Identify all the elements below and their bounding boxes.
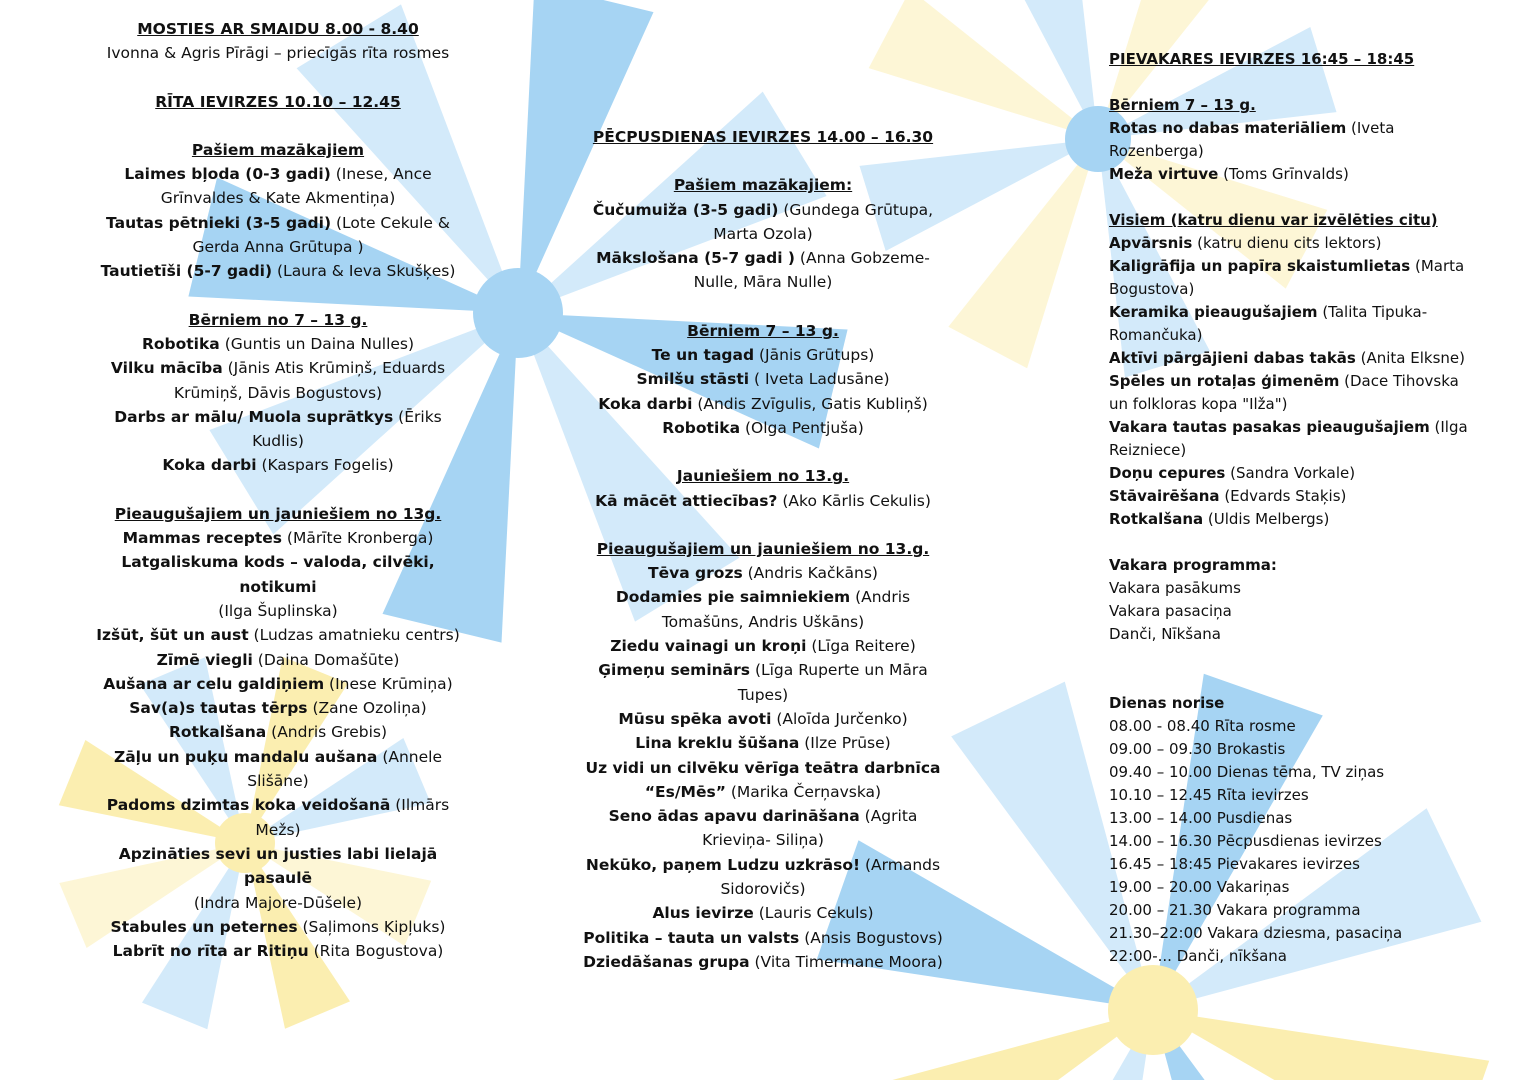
session-item bbox=[578, 198, 948, 247]
group-heading: Jauniešiem no 13.g. bbox=[676, 467, 850, 486]
column-evening bbox=[1109, 48, 1481, 968]
session-title: Lina kreklu šūšana bbox=[635, 734, 800, 753]
session-leader: (Toms Grīnvalds) bbox=[1218, 165, 1349, 183]
session-item bbox=[1109, 255, 1481, 301]
session-title: Uz vidi un cilvēku vērīga teātra darbnīca “Es/Mēs” bbox=[585, 758, 941, 801]
session-item bbox=[92, 915, 464, 939]
schedule-line: 10.10 – 12.45 Rīta ievirzes bbox=[1109, 786, 1309, 804]
session-leader: (Andris Tomašūns, Andris Uškāns) bbox=[661, 588, 911, 631]
session-item bbox=[1109, 462, 1481, 485]
schedule-line: 21.30–22:00 Vakara dziesma, pasaciņa bbox=[1109, 924, 1403, 942]
session-title: Tēva grozs bbox=[648, 564, 743, 583]
session-title: Doņu cepures bbox=[1109, 464, 1226, 482]
session-leader: (katru dienu cits lektors) bbox=[1192, 234, 1382, 252]
session-item bbox=[578, 367, 948, 391]
session-title: Apzināties sevi un justies labi lielajā pasaulē bbox=[118, 844, 438, 888]
session-item bbox=[578, 343, 948, 367]
session-item bbox=[92, 623, 464, 647]
session-item bbox=[92, 405, 464, 454]
session-title: Te un tagad bbox=[651, 346, 755, 365]
schedule-line: 09.40 – 10.00 Dienas tēma, TV ziņas bbox=[1109, 763, 1385, 781]
session-item bbox=[92, 648, 464, 672]
session-leader: (Guntis un Daina Nulles) bbox=[219, 334, 415, 353]
session-title: Politika – tauta un valsts bbox=[583, 928, 800, 947]
session-item bbox=[578, 804, 948, 853]
session-item bbox=[578, 731, 948, 755]
session-title: Padoms dzimtas koka veidošanā bbox=[106, 796, 391, 815]
session-item bbox=[578, 585, 948, 634]
session-title: Ģimeņu seminārs bbox=[598, 661, 751, 680]
session-leader: (Anita Elksne) bbox=[1355, 349, 1465, 367]
session-item bbox=[1109, 508, 1481, 531]
session-item bbox=[578, 634, 948, 658]
session-title: Latgaliskuma kods – valoda, cilvēki, notikumi bbox=[121, 553, 435, 596]
session-title: Mūsu spēka avoti bbox=[618, 709, 772, 728]
column-morning bbox=[92, 17, 464, 963]
session-leader: (Inese Krūmiņa) bbox=[324, 674, 453, 693]
session-title: Robotika bbox=[141, 334, 220, 353]
session-leader: (Andris Kačkāns) bbox=[742, 564, 878, 583]
session-leader: (Olga Pentjuša) bbox=[740, 418, 864, 437]
session-title: Apvārsnis bbox=[1109, 234, 1193, 252]
session-leader: (Jānis Atis Krūmiņš, Eduards Krūmiņš, Dāvis Bogustovs) bbox=[173, 359, 446, 402]
session-title: Stabules un peternes bbox=[110, 917, 298, 936]
afternoon-groups bbox=[578, 149, 948, 974]
session-title: Spēles un rotaļas ģimenēm bbox=[1109, 372, 1340, 390]
session-leader: (Saļimons Ķipļuks) bbox=[297, 917, 446, 936]
session-item bbox=[578, 756, 948, 805]
session-leader: (Ludzas amatnieku centrs) bbox=[248, 626, 460, 645]
session-leader: (Laura & Ieva Skušķes) bbox=[272, 262, 456, 281]
session-title: Sav(a)s tautas tērps bbox=[129, 699, 308, 718]
schedule-line: Vakara pasākums bbox=[1109, 579, 1241, 597]
session-leader: (Agrita Krieviņa- Siliņa) bbox=[702, 807, 918, 850]
session-item bbox=[92, 842, 464, 915]
session-title: Meža virtuve bbox=[1109, 165, 1219, 183]
session-leader: (Andris Grebis) bbox=[266, 723, 388, 742]
session-item bbox=[578, 901, 948, 925]
session-item bbox=[92, 526, 464, 550]
session-leader: (Marta Bogustova) bbox=[1109, 257, 1465, 298]
session-leader: (Iveta Rozenberga) bbox=[1109, 119, 1395, 160]
session-leader: (Andis Zvīgulis, Gatis Kubliņš) bbox=[692, 394, 928, 413]
session-title: Dodamies pie saimniekiem bbox=[615, 588, 851, 607]
session-title: Čučumuiža (3-5 gadi) bbox=[592, 200, 779, 219]
schedule-line: 16.45 – 18:45 Pievakares ievirzes bbox=[1109, 855, 1360, 873]
schedule-line: Vakara pasaciņa bbox=[1109, 602, 1232, 620]
session-item bbox=[92, 332, 464, 356]
session-item bbox=[578, 853, 948, 902]
session-title: Dziedāšanas grupa bbox=[583, 952, 750, 971]
session-item bbox=[1109, 370, 1481, 416]
session-item bbox=[92, 672, 464, 696]
column-afternoon bbox=[578, 125, 948, 974]
group-heading: Bērniem no 7 – 13 g. bbox=[188, 310, 368, 329]
morning-exercise-hosts: Ivonna & Agris Pīrāgi – priecīgās rīta rosmes bbox=[106, 44, 450, 63]
session-title: Koka darbi bbox=[598, 394, 693, 413]
session-leader: (Sandra Vorkale) bbox=[1225, 464, 1356, 482]
session-title: Smilšu stāsti bbox=[636, 370, 750, 389]
group-heading: Bērniem 7 – 13 g. bbox=[687, 321, 839, 340]
session-leader: (Indra Majore-Dūšele) bbox=[193, 893, 363, 912]
session-title: Zīmē viegli bbox=[156, 650, 253, 669]
session-leader: (Ako Kārlis Cekulis) bbox=[777, 491, 931, 510]
evening-program-heading: Vakara programma: bbox=[1109, 556, 1277, 574]
session-item bbox=[578, 926, 948, 950]
afternoon-sessions-title: PĒCPUSDIENAS IEVIRZES 14.00 – 16.30 bbox=[592, 128, 934, 146]
session-title: Rotas no dabas materiāliem bbox=[1109, 119, 1347, 137]
schedule-line: Danči, Nīkšana bbox=[1109, 625, 1221, 643]
morning-exercise-title: MOSTIES AR SMAIDU 8.00 - 8.40 bbox=[137, 20, 419, 38]
session-leader: (Daina Domašūte) bbox=[252, 650, 400, 669]
session-title: Izšūt, šūt un aust bbox=[96, 626, 249, 645]
session-item bbox=[578, 246, 948, 295]
session-leader: (Annele Slišāne) bbox=[247, 747, 442, 791]
schedule-line: 14.00 – 16.30 Pēcpusdienas ievirzes bbox=[1109, 832, 1382, 850]
session-title: Tautas pētnieki (3-5 gadi) bbox=[106, 213, 332, 232]
session-leader: (Talita Tipuka-Romančuka) bbox=[1109, 303, 1428, 344]
session-title: Vilku mācība bbox=[110, 359, 223, 378]
pinwheel-hub bbox=[1108, 965, 1198, 1055]
session-item bbox=[578, 950, 948, 974]
session-item bbox=[1109, 301, 1481, 347]
kids-heading: Bērniem 7 – 13 g. bbox=[1109, 96, 1256, 114]
session-title: Rotkalšana bbox=[168, 723, 267, 742]
session-item bbox=[1109, 416, 1481, 462]
session-title: Keramika pieaugušajiem bbox=[1109, 303, 1318, 321]
day-schedule-list bbox=[1109, 715, 1481, 968]
session-leader: (Kaspars Fogelis) bbox=[256, 456, 394, 475]
session-leader: (Ilmārs Mežs) bbox=[255, 796, 450, 839]
session-leader: ( Iveta Ladusāne) bbox=[749, 370, 890, 389]
session-leader: (Jānis Grūtups) bbox=[754, 346, 875, 365]
session-leader: (Lauris Cekuls) bbox=[753, 904, 874, 923]
session-item bbox=[1109, 163, 1481, 186]
session-title: Kaligrāfija un papīra skaistumlietas bbox=[1109, 257, 1411, 275]
day-schedule-heading: Dienas norise bbox=[1109, 694, 1225, 712]
session-item bbox=[578, 658, 948, 707]
session-leader: (Zane Ozoliņa) bbox=[307, 699, 427, 718]
session-title: Mākslošana (5-7 gadi ) bbox=[596, 249, 795, 268]
session-item bbox=[92, 939, 464, 963]
session-leader: (Dace Tihovska un folkloras kopa "Ilža") bbox=[1109, 372, 1459, 413]
evening-sessions-title: PIEVAKARES IEVIRZES 16:45 – 18:45 bbox=[1109, 50, 1415, 68]
session-item bbox=[92, 696, 464, 720]
session-leader: (Edvards Staķis) bbox=[1219, 487, 1347, 505]
session-item bbox=[578, 392, 948, 416]
session-title: Labrīt no rīta ar Ritiņu bbox=[112, 942, 309, 961]
session-leader: (Ilga Šuplinska) bbox=[218, 601, 338, 620]
all-list bbox=[1109, 232, 1481, 531]
session-leader: (Vita Timermane Moora) bbox=[749, 952, 943, 971]
session-title: Rotkalšana bbox=[1109, 510, 1204, 528]
session-item bbox=[1109, 232, 1481, 255]
session-item bbox=[92, 745, 464, 794]
session-title: Kā mācēt attiecības? bbox=[595, 491, 778, 510]
session-item bbox=[92, 211, 464, 260]
session-item bbox=[1109, 347, 1481, 370]
session-leader: (Gundega Grūtupa, Marta Ozola) bbox=[713, 200, 934, 243]
schedule-line: 08.00 - 08.40 Rīta rosme bbox=[1109, 717, 1296, 735]
session-item bbox=[92, 259, 464, 283]
pinwheel-blade bbox=[1153, 1010, 1489, 1080]
session-leader: (Armands Sidorovičs) bbox=[720, 855, 941, 899]
pinwheel-hub bbox=[473, 268, 563, 358]
session-leader: (Līga Reitere) bbox=[806, 637, 916, 656]
session-item bbox=[92, 720, 464, 744]
morning-sessions-title: RĪTA IEVIRZES 10.10 – 12.45 bbox=[155, 92, 401, 111]
session-leader: (Ilze Prūse) bbox=[799, 734, 891, 753]
session-item bbox=[92, 162, 464, 211]
all-heading: Visiem (katru dienu var izvēlēties citu) bbox=[1109, 211, 1438, 229]
session-title: Koka darbi bbox=[162, 456, 257, 475]
session-leader: (Inese, Ance Grīnvaldes & Kate Akmentiņa) bbox=[160, 165, 432, 208]
session-item bbox=[578, 489, 948, 513]
evening-program-list bbox=[1109, 577, 1481, 646]
session-item bbox=[1109, 485, 1481, 508]
session-item bbox=[92, 356, 464, 405]
session-item bbox=[578, 561, 948, 585]
session-title: Mammas receptes bbox=[122, 529, 282, 548]
session-leader: (Ilga Reizniece) bbox=[1109, 418, 1468, 459]
session-leader: (Uldis Melbergs) bbox=[1203, 510, 1330, 528]
group-heading: Pašiem mazākajiem: bbox=[673, 176, 853, 195]
session-title: Zāļu un puķu mandalu aušana bbox=[113, 747, 378, 766]
session-item bbox=[92, 453, 464, 477]
kids-list bbox=[1109, 117, 1481, 186]
session-title: Tautietīši (5-7 gadi) bbox=[100, 262, 273, 281]
schedule-line: 13.00 – 14.00 Pusdienas bbox=[1109, 809, 1293, 827]
session-item bbox=[578, 416, 948, 440]
session-title: Laimes bļoda (0-3 gadi) bbox=[124, 165, 331, 184]
session-leader: (Anna Gobzeme-Nulle, Māra Nulle) bbox=[693, 249, 930, 292]
session-item bbox=[92, 550, 464, 623]
pinwheel-blade bbox=[825, 1010, 1153, 1080]
session-item bbox=[578, 707, 948, 731]
session-leader: (Marika Čerņavska) bbox=[725, 782, 882, 801]
session-title: Robotika bbox=[662, 418, 741, 437]
schedule-line: 20.00 – 21.30 Vakara programma bbox=[1109, 901, 1361, 919]
session-title: Aušana ar celu galdiņiem bbox=[103, 674, 325, 693]
schedule-line: 22:00-... Danči, nīkšana bbox=[1109, 947, 1287, 965]
session-title: Nekūko, paņem Ludzu uzkrāso! bbox=[585, 855, 861, 874]
group-heading: Pieaugušajiem un jauniešiem no 13.g. bbox=[596, 539, 930, 558]
session-leader: (Līga Ruperte un Māra Tupes) bbox=[737, 661, 928, 704]
schedule-line: 09.00 – 09.30 Brokastis bbox=[1109, 740, 1286, 758]
session-title: Ziedu vainagi un kroņi bbox=[610, 637, 807, 656]
group-heading: Pašiem mazākajiem bbox=[191, 140, 365, 159]
group-heading: Pieaugušajiem un jauniešiem no 13g. bbox=[114, 504, 442, 523]
session-item bbox=[1109, 117, 1481, 163]
session-title: Darbs ar mālu/ Muola suprātkys bbox=[114, 407, 394, 426]
session-leader: (Rita Bogustova) bbox=[308, 942, 444, 961]
session-leader: (Ēriks Kudlis) bbox=[252, 407, 442, 451]
session-title: Vakara tautas pasakas pieaugušajiem bbox=[1109, 418, 1430, 436]
session-leader: (Lote Cekule & Gerda Anna Grūtupa ) bbox=[192, 213, 450, 257]
session-title: Seno ādas apavu darināšana bbox=[608, 807, 860, 826]
session-leader: (Mārīte Kronberga) bbox=[281, 529, 434, 548]
session-title: Alus ievirze bbox=[652, 904, 754, 923]
session-title: Stāvairēšana bbox=[1109, 487, 1220, 505]
morning-groups bbox=[92, 114, 464, 964]
session-title: Aktīvi pārgājieni dabas takās bbox=[1109, 349, 1356, 367]
schedule-line: 19.00 – 20.00 Vakariņas bbox=[1109, 878, 1290, 896]
session-leader: (Ansis Bogustovs) bbox=[799, 928, 943, 947]
session-leader: (Aloīda Jurčenko) bbox=[771, 709, 908, 728]
session-item bbox=[92, 793, 464, 842]
